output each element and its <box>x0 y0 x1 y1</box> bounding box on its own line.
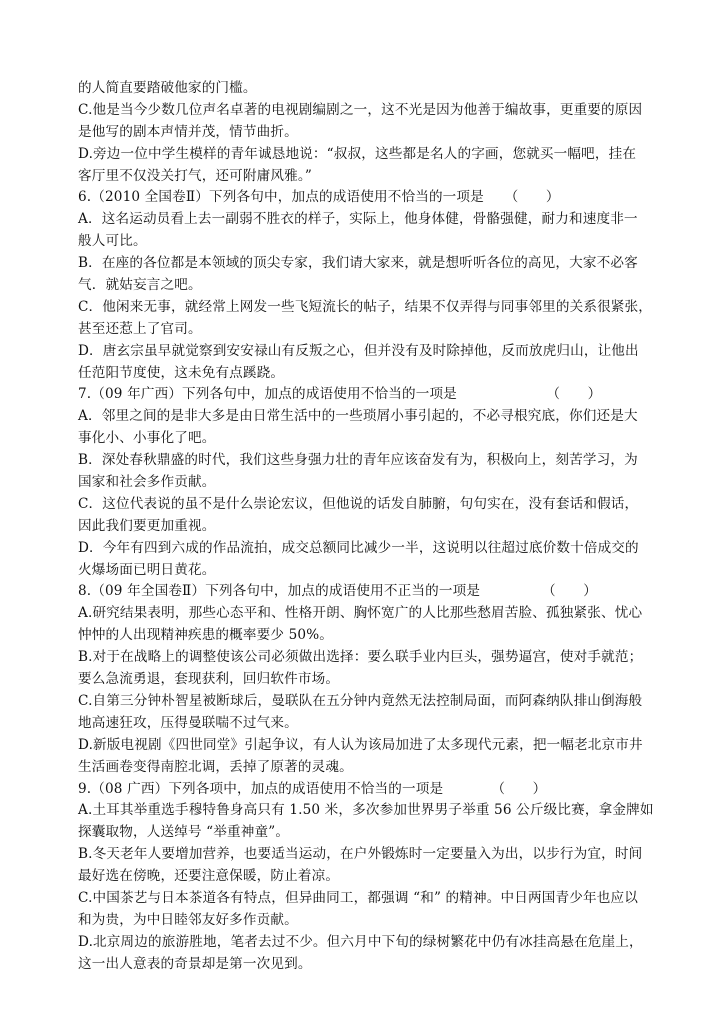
text-line: D．唐玄宗虽早就觉察到安安禄山有反叛之心，但并没有及时除掉他，反而放虎归山，让他出 <box>78 342 639 359</box>
text-line: A.研究结果表明，那些心态平和、性格开朗、胸怀宽广的人比那些愁眉苦脸、孤独紧张、忧心 <box>78 605 643 622</box>
document-page <box>78 78 654 976</box>
text-line: 火爆场面已明日黄花。 <box>78 561 216 578</box>
text-line: 忡忡的人出现精神疾患的概率要少 50%。 <box>78 627 334 644</box>
text-line: D.北京周边的旅游胜地，笔者去过不少。但六月中下旬的绿树繁花中仍有冰挂高悬在危崖上， <box>78 933 643 950</box>
text-line: D.新版电视剧《四世同堂》引起争议，有人认为该局加进了太多现代元素，把一幅老北京市井 <box>78 736 643 753</box>
text-line: 般人可比。 <box>78 233 147 250</box>
text-line: A．邻里之间的是非大多是由日常生活中的一些琐屑小事引起的，不必寻根究底，你们还是大 <box>78 408 638 425</box>
text-line: A．这名运动员看上去一副弱不胜衣的样子，实际上，他身体健，骨骼强健，耐力和速度非一 <box>78 211 638 228</box>
text-line: C．这位代表说的虽不是什么崇论宏议，但他说的话发自肺腑，句句实在，没有套话和假话， <box>78 495 639 512</box>
text-line: 地高速狂攻，压得曼联喘不过气来。 <box>78 714 298 731</box>
text-line: C.自第三分钟朴智星被断球后，曼联队在五分钟内竟然无法控制局面，而阿森纳队排山倒海般 <box>78 692 643 709</box>
question-9-stem: 9.（08 广西）下列各项中，加点的成语使用不恰当的一项是 （ ） <box>78 780 547 797</box>
text-line: 因此我们要更加重视。 <box>78 517 216 534</box>
question-7-stem: 7.（09 年广西）下列各句中，加点的成语使用不恰当的一项是 （ ） <box>78 386 602 403</box>
text-line: 要么急流勇退，套现获利，回归软件市场。 <box>78 671 340 688</box>
text-line: 生活画卷变得南腔北调，丢掉了原著的灵魂。 <box>78 758 353 775</box>
question-8-stem: 8.（09 年全国卷Ⅱ）下列各句中，加点的成语使用不正当的一项是 （ ） <box>78 583 597 600</box>
text-line: B．深处春秋鼎盛的时代，我们这些身强力壮的青年应该奋发有为，积极向上，刻苦学习，为 <box>78 452 638 469</box>
text-line: 是他写的剧本声情并茂，情节曲折。 <box>78 123 298 140</box>
text-line: C.中国茶艺与日本茶道各有特点，但异曲同工，都强调 “和” 的精神。中日两国青少年也应以 <box>78 889 638 906</box>
text-line: 事化小、小事化了吧。 <box>78 430 216 447</box>
text-line: 任范阳节度使，这未免有点蹊跷。 <box>78 364 285 381</box>
text-line: 的人简直要踏破他家的门槛。 <box>78 80 257 96</box>
text-line: C.他是当今少数几位声名卓著的电视剧编剧之一，这不光是因为他善于编故事，更重要的原因 <box>78 101 643 118</box>
text-line: 和为贵，为中日睦邻友好多作贡献。 <box>78 911 298 928</box>
text-line: 探囊取物，人送绰号 “举重神童”。 <box>78 824 290 841</box>
text-line: 最好选在傍晚，还要注意保暖，防止着凉。 <box>78 868 340 885</box>
text-line: C．他闲来无事，就经常上网发一些飞短流长的帖子，结果不仅弄得与同事邻里的关系很紧张， <box>78 298 653 315</box>
text-line: 客厅里不仅没关打气，还可附庸风雅。” <box>78 167 312 184</box>
text-line: A.土耳其举重选手穆特鲁身高只有 1.50 米，多次参加世界男子举重 56 公斤级比赛，拿金牌如 <box>78 802 654 819</box>
text-line: 国家和社会多作贡献。 <box>78 474 216 491</box>
text-line: B.对于在战略上的调整使该公司必须做出选择：要么联手业内巨头，强势逼宫，使对手就范； <box>78 649 643 666</box>
text-line: 这一出人意表的奇景却是第一次见到。 <box>78 955 312 972</box>
text-line: B.冬天老年人要增加营养，也要适当运动，在户外锻炼时一定要量入为出，以步行为宜，时间 <box>78 846 643 863</box>
text-line: D.旁边一位中学生模样的青年诚恳地说：“叔叔，这些都是名人的字画，您就买一幅吧，挂在 <box>78 145 637 162</box>
text-line: D．今年有四到六成的作品流拍，成交总额同比减少一半，这说明以往超过底价数十倍成交的 <box>78 539 639 556</box>
text-line: 甚至还惹上了官司。 <box>78 320 202 337</box>
text-line: 气．就姑妄言之吧。 <box>78 277 202 294</box>
text-line: B．在座的各位都是本领域的顶尖专家，我们请大家来，就是想听听各位的高见，大家不必客 <box>78 255 638 272</box>
question-6-stem: 6.（2010 全国卷Ⅱ）下列各句中，加点的成语使用不恰当的一项是 （ ） <box>78 189 560 206</box>
